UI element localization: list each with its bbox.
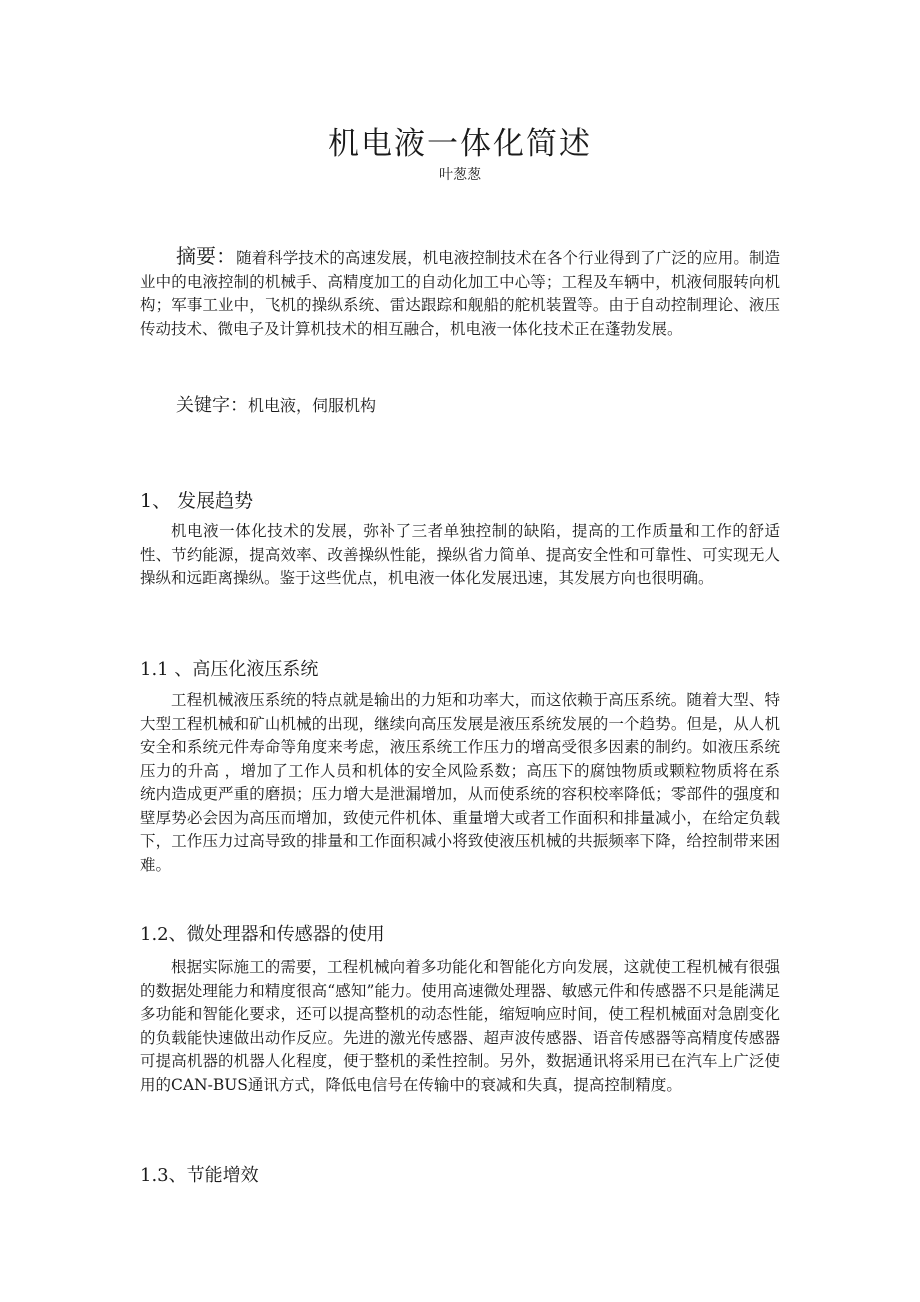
abstract-section — [140, 245, 780, 341]
keywords-label: 关键字： — [176, 395, 248, 416]
paragraph: 工程机械液压系统的特点就是输出的力矩和功率大，而这依赖于高压系统。随着大型、特大型工程机械和矿山机械的出现，继续向高压发展是液压系统发展的一个趋势。但是，从人机安全和系统元件寿命等角度来考虑，液压系统工作压力的增高受很多因素的制约。如液压系统压力的升高 ，增加了工作人员和机体的安全风险系数；高压下的腐蚀物质或颗粒物质将在系统内造成更严重的磨损；压力增大是泄漏增加，从而使系统的容积校率降低；零部件的强度和壁厚势必会因为高压而增加，致使元件机体、重量增大或者工作面积和排量减小，在给定负载下，工作压力过高导致的排量和工作面积减小将致使液压机械的共振频率下降，给控制带来困难。 — [140, 691, 780, 874]
section-body-high-pressure — [140, 689, 780, 877]
document-title: 机电液一体化简述 — [328, 126, 592, 162]
section-body-microprocessor — [140, 956, 780, 1097]
section-heading-energy-saving: 1.3、节能增效 — [140, 1165, 259, 1186]
abstract-paragraph — [140, 245, 780, 341]
section-body-development-trend — [140, 520, 780, 591]
keywords-line — [176, 391, 816, 417]
paragraph: 机电液一体化技术的发展，弥补了三者单独控制的缺陷，提高的工作质量和工作的舒适性、节约能源，提高效率、改善操纵性能，操纵省力简单、提高安全性和可靠性、可实现无人操纵和远距离操纵。鉴于这些优点，机电液一体化发展迅速，其发展方向也很明确。 — [140, 522, 780, 587]
section-heading-microprocessor: 1.2、微处理器和传感器的使用 — [140, 924, 385, 945]
keywords-text: 机电液，伺服机构 — [248, 396, 377, 415]
abstract-label: 摘要： — [176, 244, 237, 268]
paragraph: 根据实际施工的需要，工程机械向着多功能化和智能化方向发展，这就使工程机械有很强的数据处理能力和精度很高“感知”能力。使用高速微处理器、敏感元件和传感器不只是能满足多功能和智能化要求，还可以提高整机的动态性能，缩短响应时间，使工程机械面对急剧变化的负载能快速做出动作反应。先进的激光传感器、超声波传感器、语音传感器等高精度传感器可提高机器的机器人化程度，便于整机的柔性控制。另外，数据通讯将采用已在汽车上广泛使用的CAN-BUS通讯方式，降低电信号在传输中的衰减和失真，提高控制精度。 — [140, 958, 780, 1094]
section-heading-high-pressure: 1.1 、高压化液压系统 — [140, 659, 319, 680]
document-author: 叶葱葱 — [439, 167, 481, 183]
abstract-text: 随着科学技术的高速发展，机电液控制技术在各个行业得到了广泛的应用。制造业中的电液控制的机械手、高精度加工的自动化加工中心等；工程及车辆中，机液伺服转向机构；军事工业中，飞机的操纵系统、雷达跟踪和舰船的舵机装置等。由于自动控制理论、液压传动技术、微电子及计算机技术的相互融合，机电液一体化技术正在蓬勃发展。 — [140, 249, 780, 338]
section-heading-development-trend: 1、 发展趋势 — [140, 490, 254, 512]
